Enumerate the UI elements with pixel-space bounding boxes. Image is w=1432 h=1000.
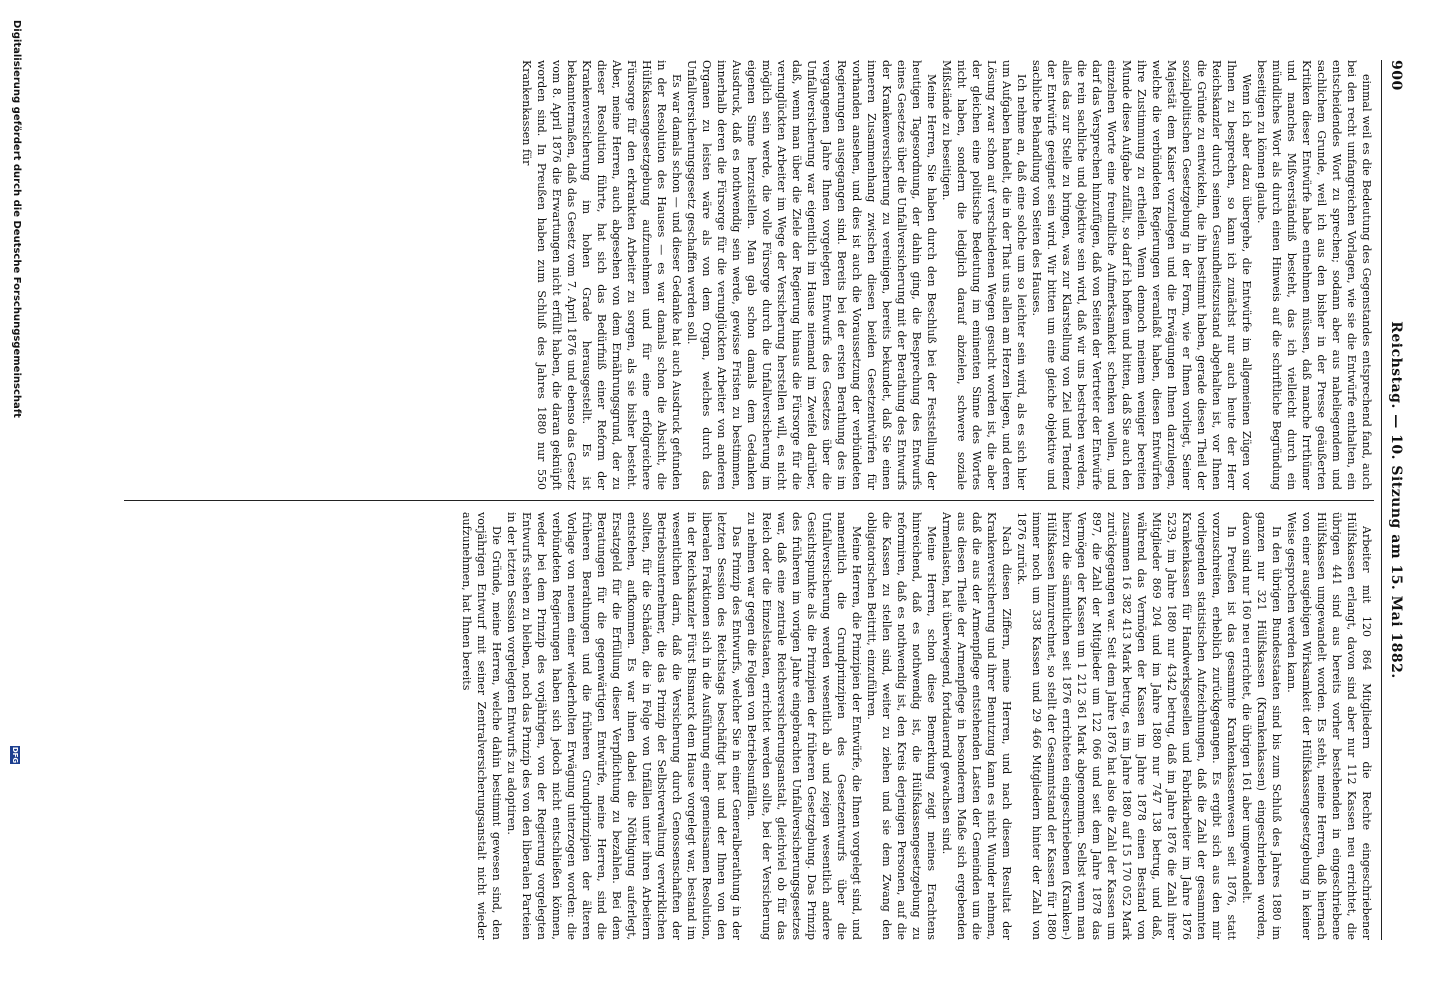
paragraph: In Preußen ist das gesammte Krankenkassenwesen seit 1876, statt vorzuschreiten, erheblich zurückgegangen. Es ergibt sich aus den mir vorliegenden statistischen Aufzeichnungen, daß die Zahl der gesammten Krankenkassen für Handwerksgesellen und Fabrikarbeiter im Jahre 1876 5239, im Jahre 1880 nur 4342 betrug, daß im Jahre 1876 die Zahl ihrer Mitglieder 869 204 und im Jahre 1880 nur 747 138 betrug, und daß, während das Vermögen der Kassen im Jahre 1878 einen Bestand von zusammen 16 382 413 Mark betrug, es im Jahre 1880 auf 15 170 052 Mark zurückgegangen war. Seit dem Jahre 1876 hat also die Zahl der Kassen um 897, die Zahl der Mitglieder um 122 066 und seit dem Jahre 1878 das Vermögen der Kassen um 1 212 361 Mark abgenommen. Selbst wenn man hierzu die sämmtlichen seit 1876 errichteten eingeschriebenen (Kranken-) Hülfskassen hinzurechnet, so stellt der Gesammtstand der Kassen für 1880 immer noch um 338 Kassen und 29 466 Mitgliedern hinter der Zahl von 1876 zurück.: [1015, 512, 1238, 940]
paragraph: Meine Herren, die Prinzipien der Entwürfe, die Ihnen vorgelegt sind, und namentlich die Grundprinzipien des Gesetzentwurfs über die Unfallversicherung werden wesentlich ab und zeigen wesentlich andere Gesichtspunkte als die Prinzipien der früheren Gesetzgebung. Das Prinzip des früheren im vorigen Jahre eingebrachten Unfallversicherungsgesetzes war, daß eine zentrale Reichsversicherungsanstalt, gleichviel ob für das Reich oder die Einzelstaaten, errichtet werden sollte, bei der Versicherung zu nehmen war gegen die Folgen von Betriebsunfällen.: [745, 512, 863, 940]
paragraph: Arbeiter mit 120 864 Mitgliedern die Rechte eingeschriebener Hülfskassen erlangt, davon sind aber nur 112 Kassen neu errichtet, die übrigen 441 sind aus bereits vorher bestehenden in eingeschriebene Hülfskassen umgewandelt worden. Es steht, meine Herren, daß hiernach von einer ausgiebigen Wirksamkeit der Hülfskassengesetzgebung in keiner Weise gesprochen werden kann.: [1285, 512, 1373, 940]
paragraph: Nach diesen Ziffern, meine Herren, und nach diesem Resultat der Krankenversicherung und ihrer Benutzung kann es nicht Wunder nehmen, daß die aus der Armenpflege entstehenden Lasten der Gemeinden um die aus diesen Theile der Armenpflege in besonderem Maße sich ergebenden Armenlasten, hat überwiegend, fortdauernd gewachsen sind.: [940, 512, 1013, 940]
paragraph: Wenn ich aber dazu übergehe, die Entwürfe im allgemeinen Zügen vor Ihnen zu besprechen, so kann ich zunächst nur auch heute der Herr Reichskanzler durch seinen Gesundheitszustand abgehalten ist, vor Ihnen die Gründe zu entwickeln, die ihn bestimmt haben, gerade diesen Theil der sozialpolitischen Gesetzgebung in der Form, wie er Ihnen vorliegt, Seiner Majestät dem Kaiser vorzulegen und die Erwägungen Ihnen darzulegen, welche die verbündeten Regierungen veranlaßt haben, diesen Entwürfen ihre Zustimmung zu ertheilen. Wenn dennoch meinem weniger bereiten Munde diese Aufgabe zufällt, so darf ich hoffen und bitten, daß Sie auch den einzelnen Worte eine freundliche Aufmerksamkeit schenken wollen, und darf das Versprechen hinzufügen, daß von Seiten der Vertreter der Entwürfe die rein sachliche und objektive sein wird, daß wir uns bestreben werden, alles das zur Stelle zu bringen, was zur Klarstellung von Ziel und Tendenz der Entwürfe geeignet sein wird. Wir bitten um eine gleiche objektive und sachliche Behandlung von Seiten des Hauses.: [1030, 60, 1253, 490]
paragraph: Es war damals schon — und dieser Gedanke hat auch Ausdruck gefunden in der Resolution des Hauses — es war damals schon die Absicht, die Hülfskassengesetzgebung aufzunehmen und für eine erfolgreichere Fürsorge für den erkrankten Arbeiter zu sorgen, als sie bisher besteht. Aber, meine Herren, auch abgesehen von dem Ernährungsgrund, der zu dieser Resolution führte, hat sich das Bedürfniß einer Reform der Krankenversicherung im hohen Grade herausgestellt. Es ist bekanntermaßen, daß das Gesetz vom 7. April 1876 und ebenso das Gesetz vom 8. April 1876 die Erwartungen nicht erfüllt haben, die daran geknüpft worden sind. In Preußen haben zum Schluß des Jahres 1880 nur 550 Krankenkassen für: [520, 60, 683, 490]
paragraph: Das Prinzip des Entwurfs, welcher Sie in einer Generalberathung in der letzten Session des Reichstags beschäftigt hat und der Ihnen von den liberalen Fraktionen sich in die Ausführung einer gemeinsamen Resolution, in der Reichskanzler Fürst Bismarck dem Hause vorgelegt war, bestand im wesentlichen darin, daß die Versicherung durch Genossenschaften der Betriebsunternehmer, die das Prinzip der Selbstverwaltung verwirklichen sollten, für die Schäden, die in Folge von Unfällen unter ihren Arbeitern entstehen, aufkommen. Es war ihnen dabei die Nöthigung auferlegt, Ersatzgeld für die Erfüllung dieser Verpflichtung zu bezahlen. Bei dem Beratungen für die gegenwärtigen Entwürfe, meine Herren, sind die früheren Berathungen und die früheren Grundprinzipien der älteren Vorlage von neuem einer wiederholten Erwägung unterzogen worden: die verbündeten Regierungen haben sich jedoch nicht entschließen können, weder bei dem Prinzip des vorjährigen, von der Regierung vorgelegten Entwurfs stehen zu bleiben, noch das Prinzip des von den liberalen Parteien in der letzten Session vorgelegten Entwurfs zu adoptiren.: [505, 512, 743, 940]
paragraph: einmal weil es die Bedeutung des Gegenstandes entsprechend fand, auch bei den recht umfangreichen Vorlagen, wie sie die Entwürfe enthalten, ein entscheidendes Wort zu sprechen; sodann aber aus naheliegendem und sachlichem Grunde, weil ich aus den bisher in der Presse geäußerten Kritiken dieser Entwürfe habe entnehmen müssen, daß manche Irrthümer und manches Mißverständniß besteht, das ich vielleicht durch ein mündliches Wort als durch einen Hinweis auf die schriftliche Begründung beseitigen zu können glaube.: [1255, 60, 1373, 490]
running-title: Reichstag. — 10. Sitzung am 15. Mai 1882.: [1388, 321, 1404, 679]
header-rule: [1381, 60, 1382, 940]
digitization-credit: Digitalisierung gefördert durch die Deutsche Forschungsgemeinschaft: [11, 20, 22, 418]
page-number: 900: [1388, 60, 1404, 91]
dfg-logo: DFG: [11, 746, 19, 764]
paragraph: Ich nehme an, daß eine solche um so leichter sein wird, als es sich hier um Aufgaben handelt, die in der That uns allen am Herzen liegen, und deren Lösung zwar schon auf verschiedenen Wegen gesucht worden ist, die aber der gleichen eine politische Bedeutung im eminenten Sinne des Wortes nicht haben, sondern die lediglich darauf abzielen, schwere soziale Mißstände zu beseitigen.: [940, 60, 1028, 490]
paragraph: Meine Herren, schon diese Bemerkung zeigt meines Erachtens hinreichend, daß es nothwendig ist, die Hülfskassengesetzgebung zu reformiren, daß es nothwendig ist, den Kreis derjenigen Personen, auf die die Kassen zu stellen sind, weiter zu ziehen und sie dem Zwang den obligatorischen Beitritt, einzuführen.: [865, 512, 938, 940]
paragraph: Meine Herren, Sie haben durch den Beschluß bei der Feststellung der heutigen Tagesordnung, der dahin ging, die Besprechung des Entwurfs eines Gesetzes über die Unfallversicherung mit der Berathung des Entwurfs der Krankenversicherung zu vereinigen, bereits bekundet, daß Sie einen inneren Zusammenhang zwischen diesen beiden Gesetzentwürfen für vorhanden ansehen, und dies ist auch die Voraussetzung der verbündeten Regierungen ausgegangen sind. Bereits bei der ersten Berathung des im vergangenen Jahre Ihnen vorgelegten Entwurfs des Gesetzes über die Unfallversicherung war eigentlich im Hause niemand im Zweifel darüber, daß, wenn man über die Ziele der Regierung hinaus die Fürsorge für die verunglückten Arbeiter im Wege der Versicherung herstellen will, es nicht möglich sein werde, die volle Fürsorge durch die Unfallversicherung im eigenen Sinne herzustellen. Man gab schon damals dem Gedanken Ausdruck, daß es nothwendig sein werde, gewisse Fristen zu bestimmen, innerhalb deren die Fürsorge für die verunglückten Arbeiter von anderen Organen zu leisten wäre als von dem Organ, welches durch das Unfallversicherungsgesetz geschaffen werden soll.: [685, 60, 938, 490]
column-divider: [124, 500, 1374, 501]
running-head: [1386, 60, 1404, 940]
paragraph: In den übrigen Bundesstaaten sind bis zum Schluß des Jahres 1880 im ganzen nur 321 Hülfskassen (Krankenkassen) eingeschrieben worden, davon sind nur 160 neu errichtet, die übrigen 161 aber umgewandelt.: [1240, 512, 1283, 940]
left-column: [124, 60, 1374, 490]
right-column: [124, 512, 1374, 940]
paragraph: Die Gründe, meine Herren, welche dahin bestimmt gewesen sind, den vorjährigen Entwurf mit seiner Zentralversicherungsanstalt nicht wieder aufzunehmen, hat Ihnen bereits: [460, 512, 503, 940]
